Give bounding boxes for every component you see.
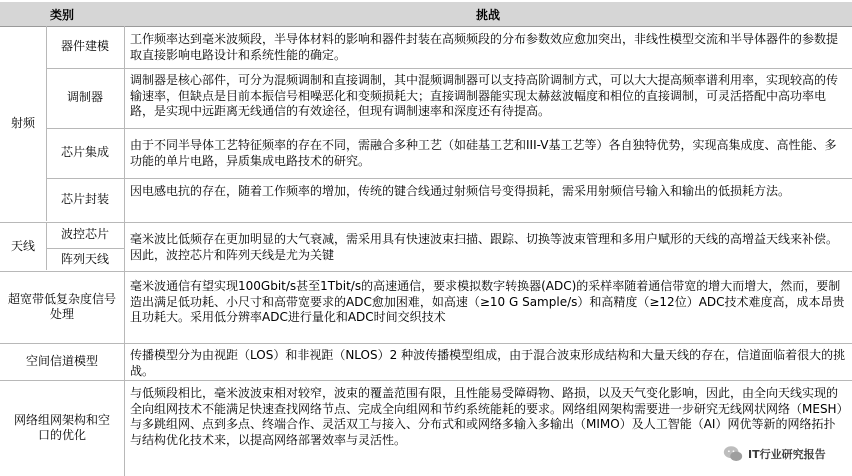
wechat-icon [722,443,744,465]
row-sub-label: 器件建模 [60,39,109,54]
watermark-text: IT行业研究报告 [748,448,826,461]
row-sub-label: 阵列天线 [60,251,109,266]
row-sub-label: 芯片集成 [60,145,109,160]
row-divider [0,343,852,344]
group-label-rf: 射频 [10,116,35,131]
column-divider [124,26,125,476]
row-divider [46,128,852,129]
row-challenge-text: 由于不同半导体工艺特征频率的存在不同，需融合多种工艺（如硅基工艺和III-V基工艺等）各自独特优势，实现高集成度、高性能、多功能的单片电路，异质集成电路技术的研究。 [130,138,837,168]
row-divider [0,222,852,223]
row-challenge-text: 因电感电抗的存在，随着工作频率的增加，传统的键合线通过射频信号变得损耗，需采用射频信号输入和输出的低损耗方法。 [130,184,791,198]
row-divider [0,380,852,381]
row-sub-label: 空间信道模型 [25,353,98,368]
row-challenge-text: 毫米波通信有望实现100Gbit/s甚至1Tbit/s的高速通信，要求模拟数字转换器(ADC)的采样率随着通信带宽的增大而增大，然而，要制造出满足低功耗、小尺寸和高带宽要求的ADC愈加困难，如高速（≥10 G Sample/s）和高精度（≥12位）ADC技术难度高，成本昂贵且功耗大。采用低分辨率ADC进行量化和ADC时间交织技术 [130,279,845,324]
row-challenge-text: 传播模型分为由视距（LOS）和非视距（NLOS）2 种波传播模型组成，由于混合波束形成结构和大量天线的存在，信道面临着很大的挑战。 [130,348,846,378]
header-challenge: 挑战 [124,2,852,27]
row-sub-label: 网络组网架构和空口的优化 [14,412,111,442]
group-label-antenna: 天线 [10,238,35,253]
row-sub-label: 波控芯片 [60,227,109,242]
row-divider [46,178,852,179]
row-divider [46,68,852,69]
row-sub-label: 超宽带低复杂度信号处理 [7,291,116,321]
row-sub-label: 调制器 [66,90,103,105]
row-challenge-text: 调制器是核心部件，可分为混频调制和直接调制，其中混频调制器可以支持高阶调制方式，可以大大提高频率谱利用率，实现较高的传输速率，但缺点是目前本振信号相噪恶化和变频损耗大；直接调制器能实现太赫兹波幅度和相位的直接调制，可灵活搭配中高功率电路，是实现中远距离无线通信的有效途径，但现有调制速率和深度还有待提高。 [130,73,839,118]
row-challenge-text: 工作频率达到毫米波频段，半导体材料的影响和器件封装在高频频段的分布参数效应愈加突出，非线性模型交流和半导体器件的参数提取直接影响电路设计和系统性能的确定。 [130,32,839,62]
row-challenge-text: 毫米波比低频存在更加明显的大气衰减，需采用具有快速波束扫描、跟踪、切换等波束管理和多用户赋形的天线的高增益天线来补偿。因此，波控芯片和阵列天线是尤为关键 [130,232,839,262]
row-sub-label: 芯片封装 [60,192,109,207]
watermark [722,440,850,468]
header-category: 类别 [0,2,124,27]
row-divider [0,271,852,272]
row-challenge-text: 与低频段相比，毫米波波束相对较窄，波束的覆盖范围有限，且性能易受障碍物、路损，以及天气变化影响，因此，由全向天线实现的全向组网技术不能满足快速查找网络节点、完成全向组网和节约系统能耗的要求。网络组网架构需要进一步研究无线网状网络（MESH）与多跳组网、点到多点、终端合作、灵活双工与接入、分布式和或网络多输入多输出（MIMO）及人工智能（AI）网优等新的网络拓扑与结构优化技术来，以提高网络部署效率与灵活性。 [130,386,843,447]
